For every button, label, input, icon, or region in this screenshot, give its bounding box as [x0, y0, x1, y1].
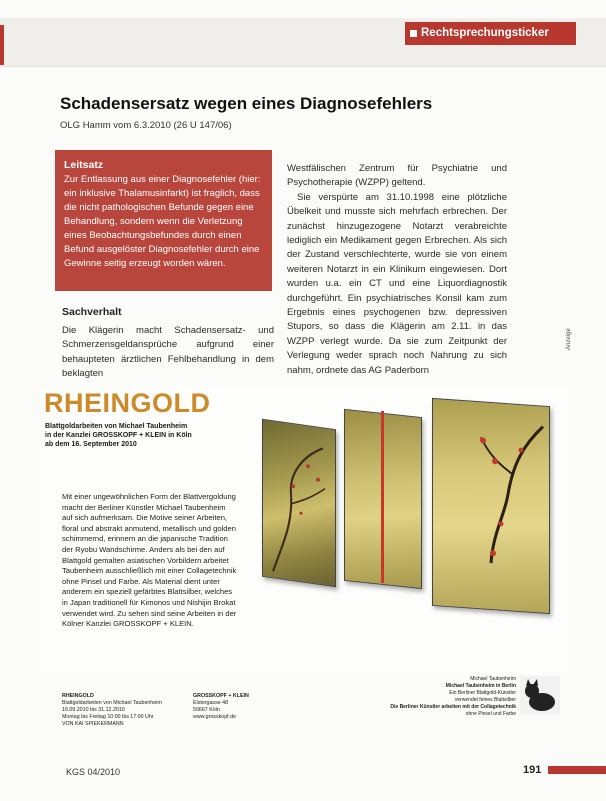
- ad-footer-right-line: Die Berliner Künstler arbeiten mit der Collagetechnik: [390, 704, 516, 710]
- ad-footer-left-line: VON KAI SPIEKERMANN: [62, 721, 124, 727]
- section-tag-label: Rechtsprechungsticker: [421, 27, 549, 39]
- left-accent-mark: [0, 25, 4, 65]
- ad-footer-right-line: verwendet feines Blattsilber: [454, 697, 516, 703]
- ad-footer-left: [62, 693, 162, 728]
- leitsatz-box: [55, 150, 272, 291]
- ad-footer-right-line: ohne Pinsel und Farbe: [465, 711, 516, 717]
- leitsatz-heading: Leitsatz: [64, 159, 104, 171]
- ad-subtitle-line-3: ab dem 16. September 2010: [45, 441, 137, 448]
- ad-body-text: Mit einer ungewöhnlichen Form der Blattvergoldung macht der Berliner Künstler Michael Taubenheim auf sich aufmerksam. Die Motive seiner Arbeiten, floral und abstrakt anmutend, metallisch und golden schimmernd, erinnern an die japanische Tradition der Ryobu Wandschirme. Anders als bei den auf Blattgold gemalten asiatischen Vorbildern arbeitet Taubenheim ausschließlich mit einer Collagetechnik ohne Pinsel und Farbe. Als Material dient unter anderem ein speziell gefärbtes Blattsilber, welches in Japan traditionell für Kimonos und Nishijin Brokat verwendet wird. Zu sehen sind seine Arbeiten in der Kölner Kanzlei GROSSKOPF + KLEIN.: [62, 492, 237, 629]
- ad-footer-mid-line: www.grosskopf.de: [193, 714, 236, 720]
- leitsatz-text: Zur Entlassung aus einer Diagnosefehler (hier: ein inklusive Thalamusinfarkt) ist fraglich, dass die nicht pathologischen Befunde gegen eine Behandlung, sondern wenn die Verletzung eines Beobachtungsbefundes durch einen Befund ausgelöster Diagnosefehler durch eine Gewinne seitig erzeugt worden wären.: [64, 174, 261, 269]
- right-column-paragraph-2: Sie verspürte am 31.10.1998 eine plötzliche Übelkeit und musste sich mehrfach erbrechen. Der zunächst hinzugezogene Notarzt verabreichte lediglich ein Medikament gegen Erbrechen. Als sich der Zustand verschlechterte, wurde sie von einem weiteren Notarzt in ein Klinikum eingewiesen. Dort wurden u.a. ein CT und eine Liquordiagnostik durchgeführt. Ein psychiatrisches Konsil kam zum Ergebnis eines psychogenen bzw. depressiven Stupors, so dass die Klägerin am 2.11. in das WZPP verlegt wurde. Da sie zum Zeitpunkt der Verlegung weder sprach noch Nahrung zu sich nahm, ordnete das AG Paderborn: [287, 191, 507, 376]
- ad-footer-right-line: Michael Taubenheim: [470, 676, 516, 682]
- section-tag: [405, 22, 576, 45]
- journal-issue: KGS 04/2010: [66, 767, 121, 777]
- painting-panel-left: [262, 419, 336, 587]
- sachverhalt-heading: Sachverhalt: [62, 306, 122, 318]
- ad-subtitle-line-1: Blattgoldarbeiten von Michael Taubenheim: [45, 423, 188, 430]
- side-credit: Anzeige: [566, 328, 572, 350]
- ad-footer-mid-line: 50667 Köln: [193, 707, 220, 713]
- right-column-paragraph-1: Westfälischen Zentrum für Psychiatrie und Psychotherapie (WZPP) geltend.: [287, 163, 507, 189]
- painting-panel-right: [432, 398, 550, 614]
- ad-footer-right: [376, 676, 516, 718]
- footer-red-bar: [548, 766, 606, 774]
- right-column: [287, 162, 507, 378]
- painting-red-stripe: [381, 411, 384, 583]
- left-column-text: Die Klägerin macht Schadensersatz- und Schmerzensgeldansprüche aufgrund einer behaupteten ärztlichen Fehlbehandlung in dem beklagten: [62, 325, 274, 380]
- ad-footer-left-line: Montag bis Freitag 10:00 bis 17:00 Uhr: [62, 714, 154, 720]
- ad-footer-mid-line: GROSSKOPF + KLEIN: [193, 693, 249, 699]
- ad-subtitle-line-2: in der Kanzlei GROSSKOPF + KLEIN in Köln: [45, 432, 192, 439]
- square-bullet-icon: [410, 30, 417, 37]
- cat-photo-icon: [520, 676, 560, 714]
- ad-footer-middle: [193, 693, 249, 721]
- ad-title: RHEINGOLD: [44, 388, 211, 418]
- ad-footer-left-line: Blattgoldarbeiten von Michael Taubenheim: [62, 700, 162, 706]
- article-title: Schadensersatz wegen eines Diagnosefehlers: [60, 94, 433, 113]
- blossom-branch-icon: [433, 399, 549, 613]
- ad-footer-left-line: 16.09.2010 bis 31.12.2010: [62, 707, 125, 713]
- ad-footer-left-line: RHEINGOLD: [62, 693, 94, 699]
- article-citation: OLG Hamm vom 6.3.2010 (26 U 147/06): [60, 120, 232, 131]
- ad-footer-mid-line: Elstergasse 48: [193, 700, 229, 706]
- ad-subtitle: [45, 422, 192, 449]
- branch-motif-icon: [263, 420, 335, 586]
- ad-footer-right-line: Ein Berliner Blattgold-Künstler: [449, 690, 516, 696]
- ad-footer-right-line: Michael Taubenheim in Berlin: [445, 683, 516, 689]
- page-number: 191: [523, 764, 542, 776]
